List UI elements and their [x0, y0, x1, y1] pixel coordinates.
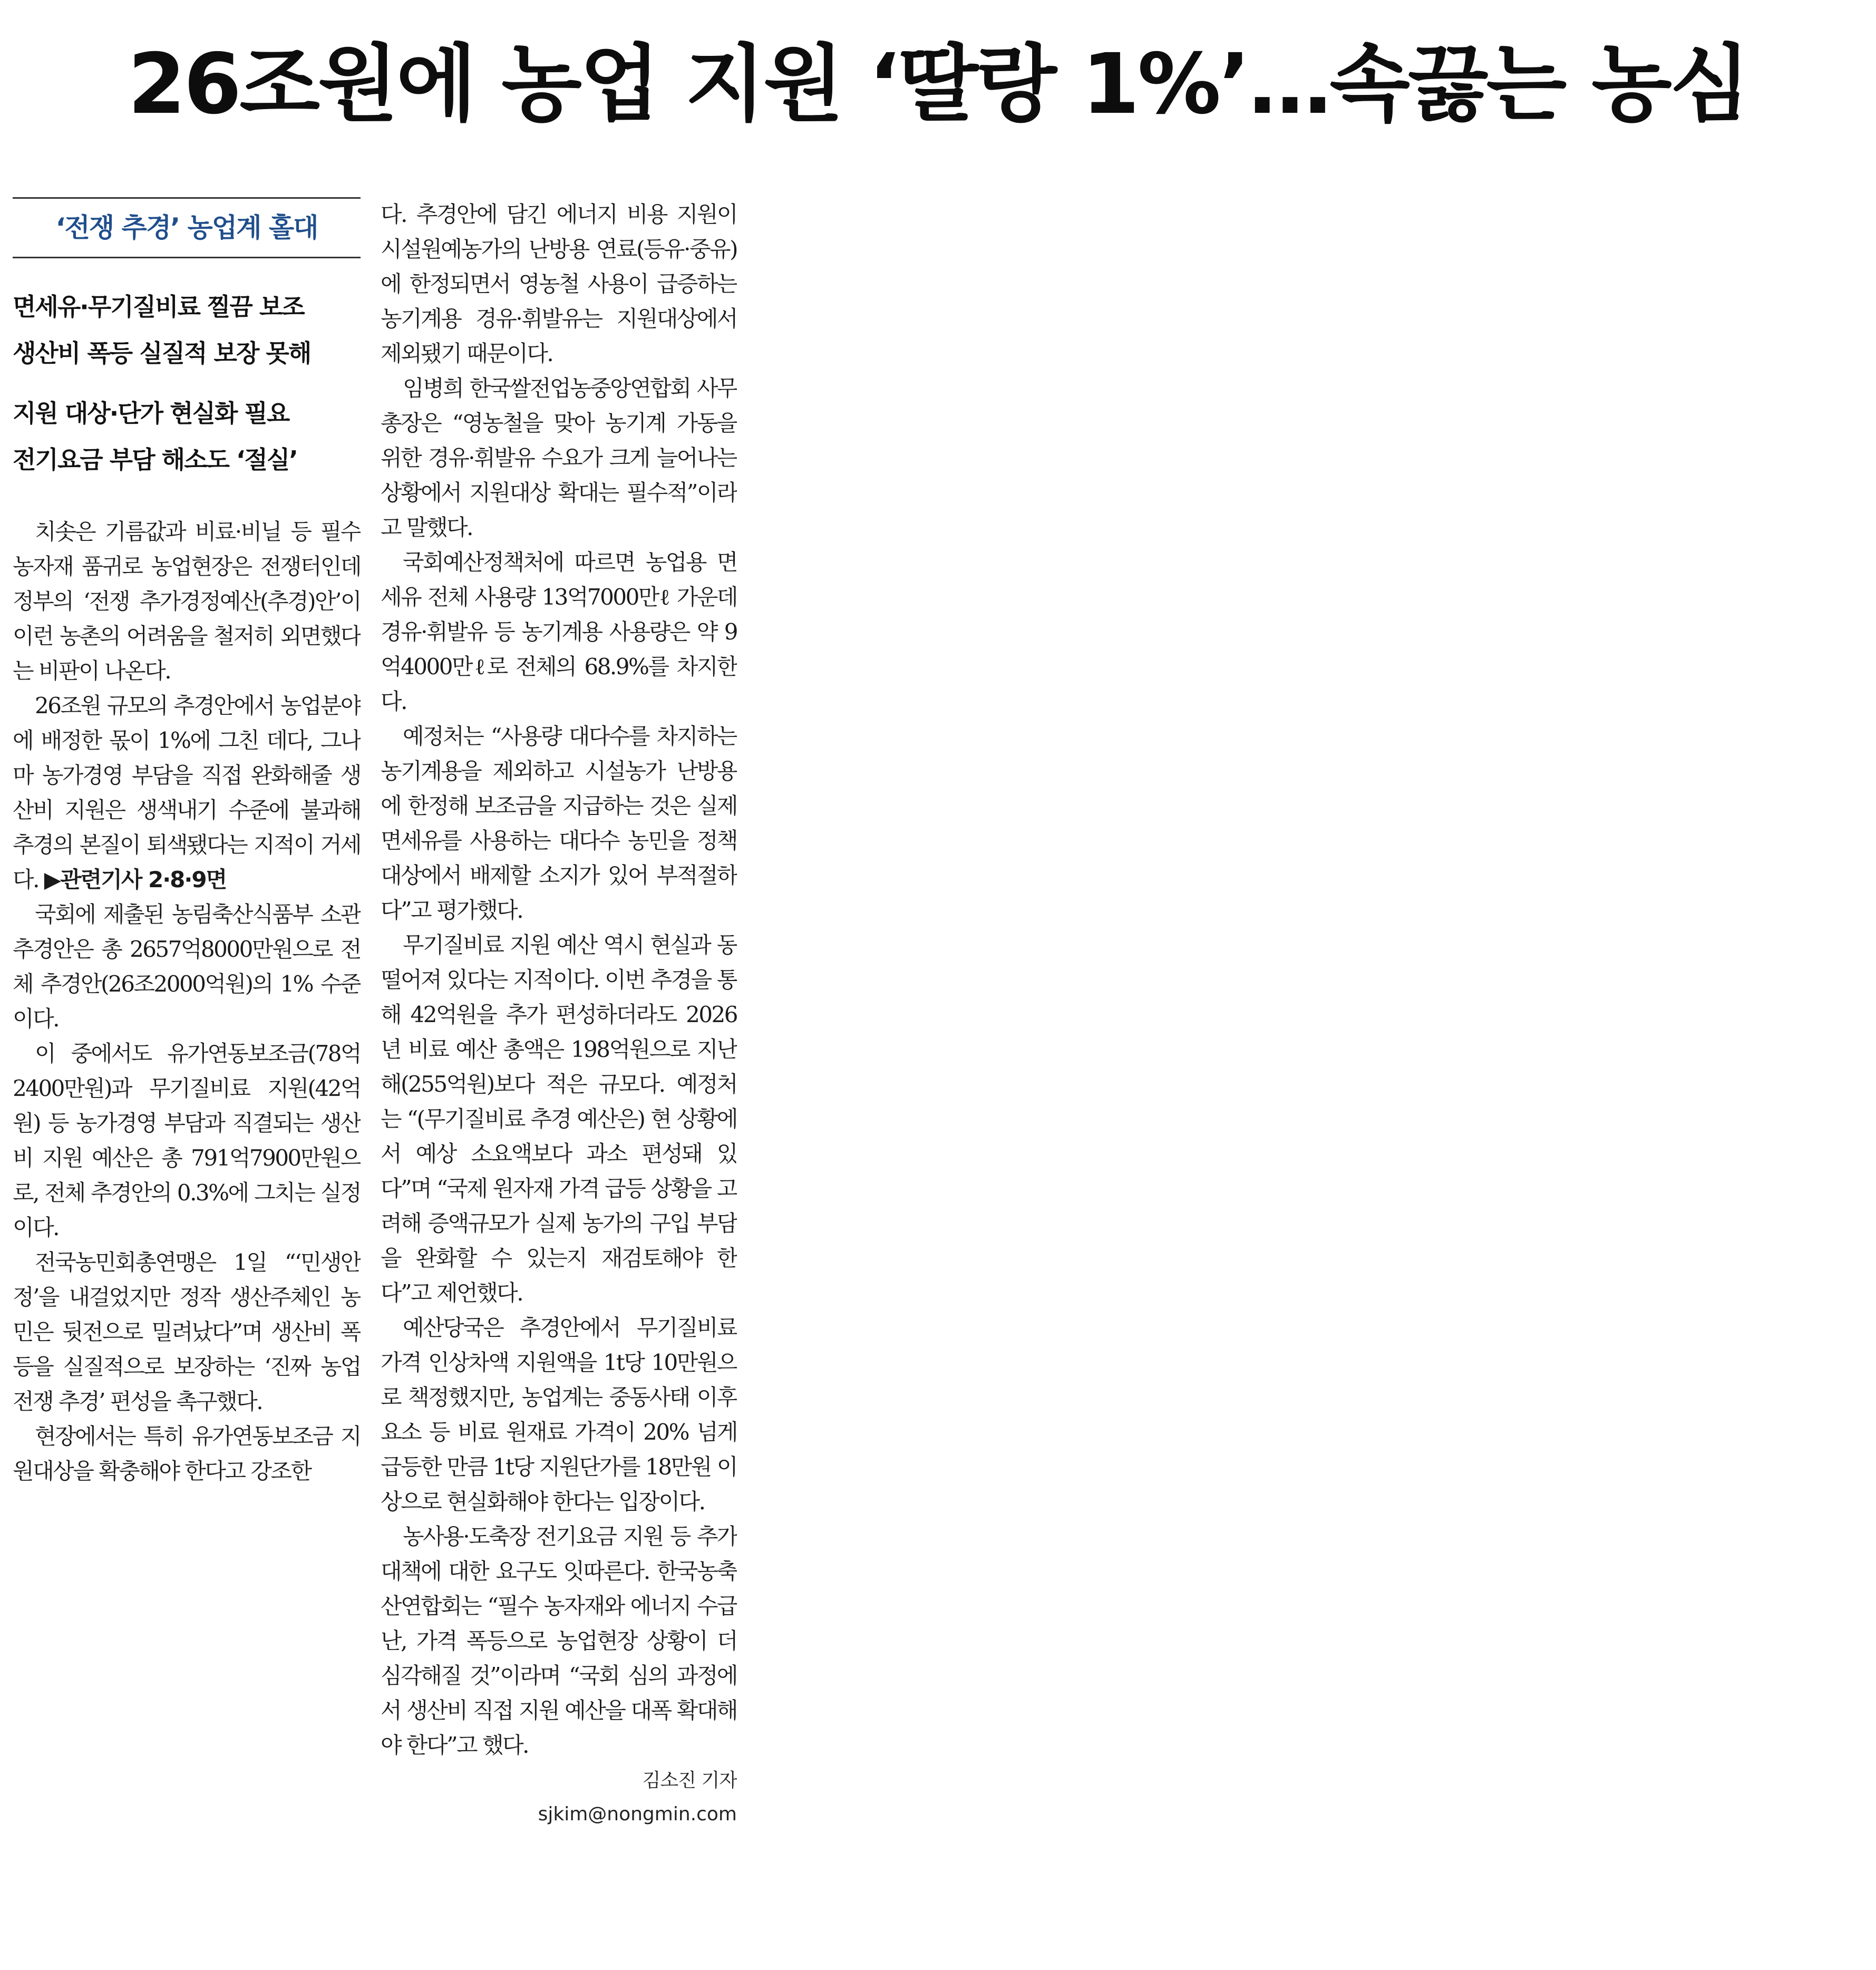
- article-body-2: [381, 197, 737, 1763]
- subheadline-4: 전기요금 부담 해소도 ‘절실’: [13, 445, 297, 474]
- paragraph: 현장에서는 특히 유가연동보조금 지원대상을 확충해야 한다고 강조한: [13, 1423, 361, 1484]
- paragraph: 이 중에서도 유가연동보조금(78억2400만원)과 무기질비료 지원(42억원) 등 농가경영 부담과 직결되는 생산비 지원 예산은 총 791억7900만원으로, 전체 추경안의 0.3%에 그치는 실정이다.: [13, 1041, 361, 1240]
- paragraph: [13, 688, 361, 897]
- paragraph: 예산당국은 추경안에서 무기질비료 가격 인상차액 지원액을 1t당 10만원으로 책정했지만, 농업계는 중동사태 이후 요소 등 비료 원재료 가격이 20% 넘게 급등한 만큼 1t당 지원단가를 18만원 이상으로 현실화해야 한다는 입장이다.: [381, 1315, 737, 1515]
- paragraph: 임병희 한국쌀전업농중앙연합회 사무총장은 “영농철을 맞아 농기계 가동을 위한 경유·휘발유 수요가 크게 늘어나는 상황에서 지원대상 확대는 필수적”이라고 말했다.: [381, 375, 737, 540]
- reporter-email[interactable]: sjkim@nongmin.com: [538, 1803, 737, 1825]
- subheadline-2: 생산비 폭등 실질적 보장 못해: [13, 339, 311, 367]
- paragraph: 전국농민회총연맹은 1일 “‘민생안정’을 내걸었지만 정작 생산주체인 농민은 뒷전으로 밀려났다”며 생산비 폭등을 실질적으로 보장하는 ‘진짜 농업 전쟁 추경’ 편성을 촉구했다.: [13, 1249, 361, 1414]
- paragraph-text: 26조원 규모의 추경안에서 농업분야에 배정한 몫이 1%에 그친 데다, 그나마 농가경영 부담을 직접 완화해줄 생산비 지원은 생색내기 수준에 불과해 추경의 본질이 퇴색됐다는 지적이 거세다.: [13, 693, 361, 892]
- paragraph: 국회에 제출된 농림축산식품부 소관 추경안은 총 2657억8000만원으로 전체 추경안(26조2000억원)의 1% 수준이다.: [13, 901, 361, 1032]
- blank-area: [759, 197, 1861, 1937]
- article-column-2: [381, 197, 737, 1830]
- byline: 김소진 기자: [642, 1770, 737, 1791]
- paragraph: 농사용·도축장 전기요금 지원 등 추가 대책에 대한 요구도 잇따른다. 한국농축산연합회는 “필수 농자재와 에너지 수급난, 가격 폭등으로 농업현장 상황이 더 심각해질 것”이라며 “국회 심의 과정에서 생산비 직접 지원 예산을 대폭 확대해야 한다”고 했다.: [381, 1523, 737, 1758]
- headline: 26조원에 농업 지원 ‘딸랑 1%’…속끓는 농심: [128, 36, 1748, 133]
- paragraph: 무기질비료 지원 예산 역시 현실과 동떨어져 있다는 지적이다. 이번 추경을 통해 42억원을 추가 편성하더라도 2026년 비료 예산 총액은 198억원으로 지난해(255억원)보다 적은 규모다. 예정처는 “(무기질비료 추경 예산은) 현 상황에서 예상 소요액보다 과소 편성돼 있다”며 “국제 원자재 가격 급등 상황을 고려해 증액규모가 실제 농가의 구입 부담을 완화할 수 있는지 재검토해야 한다”고 제언했다.: [381, 932, 737, 1306]
- article-body-1: [13, 515, 361, 1489]
- subheadline-1: 면세유·무기질비료 찔끔 보조: [13, 293, 304, 321]
- paragraph: 치솟은 기름값과 비료·비닐 등 필수 농자재 품귀로 농업현장은 전쟁터인데 정부의 ‘전쟁 추가경정예산(추경)안’이 이런 농촌의 어려움을 철저히 외면했다는 비판이 나온다.: [13, 519, 361, 684]
- related-articles-link[interactable]: ▶관련기사 2·8·9면: [44, 867, 227, 892]
- paragraph: 다. 추경안에 담긴 에너지 비용 지원이 시설원예농가의 난방용 연료(등유·중유)에 한정되면서 영농철 사용이 급증하는 농기계용 경유·휘발유는 지원대상에서 제외됐기 때문이다.: [381, 201, 737, 366]
- paragraph: 예정처는 “사용량 대다수를 차지하는 농기계용을 제외하고 시설농가 난방용에 한정해 보조금을 지급하는 것은 실제 면세유를 사용하는 대다수 농민을 정책 대상에서 배제할 소지가 있어 부적절하다”고 평가했다.: [381, 723, 737, 923]
- paragraph: 국회예산정책처에 따르면 농업용 면세유 전체 사용량 13억7000만ℓ 가운데 경유·휘발유 등 농기계용 사용량은 약 9억4000만ℓ로 전체의 68.9%를 차지한다.: [381, 549, 737, 714]
- article-column-1: [13, 197, 361, 1489]
- subheadlines: [13, 284, 361, 483]
- subheadline-3: 지원 대상·단가 현실화 필요: [13, 399, 289, 428]
- kicker: ‘전쟁 추경’ 농업계 홀대: [13, 197, 361, 258]
